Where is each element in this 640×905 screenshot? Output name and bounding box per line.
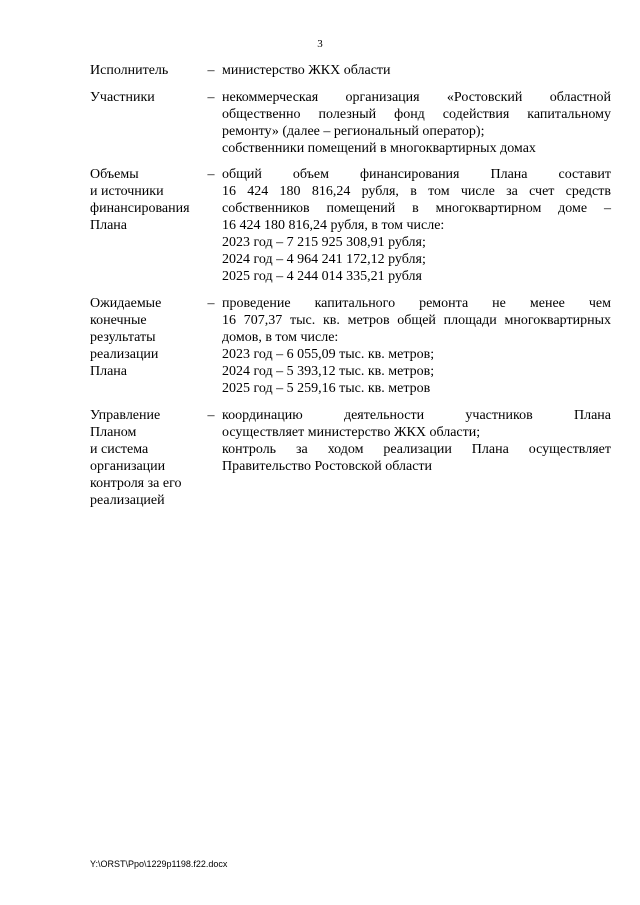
row-label-line: контроля за его (90, 476, 182, 491)
row-value-line: контроль за ходом реализации Плана осуществляет (222, 442, 611, 457)
row-value-line: некоммерческая организация «Ростовский областной (222, 90, 611, 105)
row-label-line: организации (90, 459, 166, 474)
row-label-line: Объемы (90, 167, 139, 182)
plan-passport-table (90, 62, 611, 518)
row-label-line: реализацией (90, 493, 165, 508)
row-label (90, 295, 200, 380)
row-value (222, 407, 611, 475)
row-value (222, 89, 611, 157)
row-label-line: Планом (90, 425, 137, 440)
row-dash: – (207, 90, 215, 105)
row-label-line: конечные (90, 313, 147, 328)
row-label-line: и система (90, 442, 149, 457)
row-dash: – (207, 63, 215, 78)
row-label-line: Участники (90, 90, 155, 105)
row-value-line: 2025 год – 5 259,16 тыс. кв. метров (222, 381, 431, 396)
passport-row-management (90, 407, 611, 509)
row-value-line: 16 707,37 тыс. кв. метров общей площади многоквартирных (222, 313, 611, 328)
row-label-line: Управление (90, 408, 161, 423)
row-value-line: координацию деятельности участников Плана (222, 408, 611, 423)
row-label (90, 166, 200, 234)
row-label-line: и источники (90, 184, 164, 199)
row-value-line: проведение капитального ремонта не менее чем (222, 296, 611, 311)
row-dash: – (207, 408, 215, 423)
row-label-line: реализации (90, 347, 159, 362)
row-label-line: Исполнитель (90, 63, 169, 78)
passport-row-executor (90, 62, 611, 79)
row-label-line: финансирования (90, 201, 190, 216)
row-value-line: 2024 год – 5 393,12 тыс. кв. метров; (222, 364, 435, 379)
row-value-line: Правительство Ростовской области (222, 459, 433, 474)
row-value-line: 2023 год – 7 215 925 308,91 рубля; (222, 235, 426, 250)
row-value-line: собственники помещений в многоквартирных домах (222, 141, 536, 156)
row-value-line: 16 424 180 816,24 рубля, в том числе: (222, 218, 445, 233)
passport-row-participants (90, 89, 611, 157)
row-label (90, 407, 200, 509)
passport-row-expected-results (90, 295, 611, 397)
row-value-line: общественно полезный фонд содействия капитальному (222, 107, 611, 122)
page-number: 3 (317, 38, 323, 50)
row-label-line: Ожидаемые (90, 296, 162, 311)
row-value-line: ремонту» (далее – региональный оператор); (222, 124, 485, 139)
row-value (222, 166, 611, 285)
row-dash: – (207, 167, 215, 182)
row-value-line: 16 424 180 816,24 рубля, в том числе за счет средств (222, 184, 611, 199)
row-label (90, 62, 200, 79)
row-value-line: 2023 год – 6 055,09 тыс. кв. метров; (222, 347, 435, 362)
row-value (222, 295, 611, 397)
row-value-line: министерство ЖКХ области (222, 63, 391, 78)
row-value-line: 2024 год – 4 964 241 172,12 рубля; (222, 252, 426, 267)
row-dash: – (207, 296, 215, 311)
row-value-line: общий объем финансирования Плана составит (222, 167, 611, 182)
passport-row-funding (90, 166, 611, 285)
row-value-line: 2025 год – 4 244 014 335,21 рубля (222, 269, 422, 284)
footer-file-path: Y:\ORST\Ppo\1229p1198.f22.docx (90, 859, 228, 869)
row-value-line: собственников помещений в многоквартирном доме – (222, 201, 611, 216)
row-value-line: осуществляет министерство ЖКХ области; (222, 425, 481, 440)
row-label-line: результаты (90, 330, 156, 345)
row-value (222, 62, 611, 79)
row-value-line: домов, в том числе: (222, 330, 339, 345)
row-label-line: Плана (90, 218, 128, 233)
row-label-line: Плана (90, 364, 128, 379)
row-label (90, 89, 200, 106)
